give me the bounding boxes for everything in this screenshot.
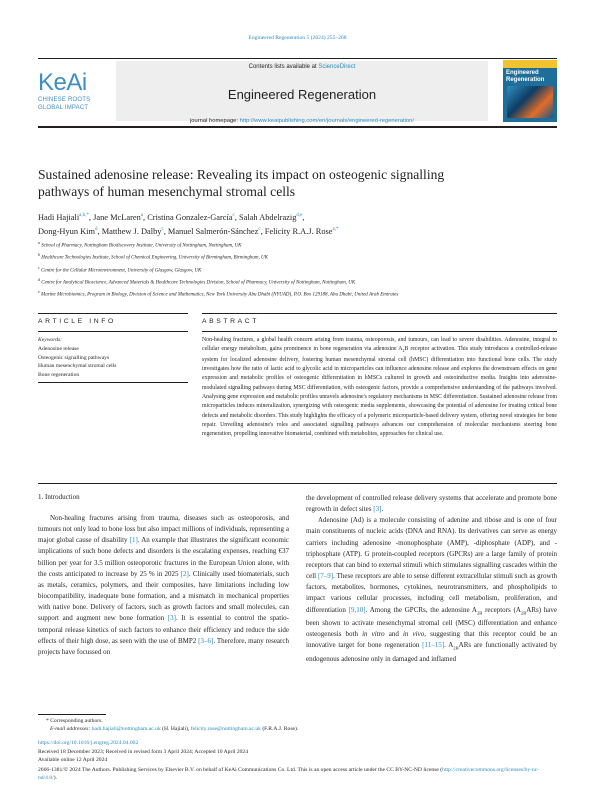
citation-link[interactable]: [11–15] <box>422 641 445 650</box>
article-info-rule-end <box>38 382 188 383</box>
author-name[interactable]: Cristina Gonzalez-García <box>147 212 233 222</box>
paragraph: Adenosine (Ad) is a molecule consisting of adenine and ribose and is one of four main constituents of nucleic acids (DNA and RNA). Its derivatives can serve as energy carriers including adenosine -monophosphate (AMP), -diphosphate (ADP), and -triphosphate (ATP). G protein-coupled receptors (GPCRs) are a large family of protein receptors that can bind to external stimuli which stimulates signalling cascades within the cell [7–9]. These receptors are able to sense different extracellular stimuli such as growth factors, metabolites, hormones, cytokines, neurotransmitters, and phospholipids to impact various cellular processes, including cell metabolism, proliferation, and differentiation [9,10]. Among the GPCRs, the adenosine $A_{2B}$ receptors $(A_{2B}ARs)$ have been shown to activate mesenchymal stromal cell (MSC) differentiation and enhance osteogenesis both in vitro and in vivo, suggesting that this receptor could be an innovative target for bone regeneration [11–15]. $A_{2B}ARs$ are functionally activated by endogenous adenosine only in damaged and inflamed <box>306 516 558 663</box>
abstract-rule-bottom <box>202 331 557 332</box>
header-bottom-rule <box>38 126 557 128</box>
received-dates: Received 18 December 2023; Received in revised form 3 April 2024; Accepted 10 April 2024 <box>38 749 249 755</box>
affiliation: $^d$ Centre for Analytical Bioscience, Advanced Materials & Healthcare Technologies Division, School of Pharmacy, University of Nottingham, Nottingham, UK <box>38 277 356 286</box>
homepage-link[interactable]: http://www.keaipublishing.com/en/journals/engineered-regeneration/ <box>239 118 414 124</box>
article-info-heading: ARTICLE INFO <box>38 318 116 325</box>
citation-link[interactable]: [3] <box>167 614 176 623</box>
abstract-heading: ABSTRACT <box>202 318 260 325</box>
running-head: Engineered Regeneration 5 (2024) 255–268 <box>248 35 347 41</box>
keyword: Human mesenchymal stromal cells <box>38 363 117 370</box>
email-link[interactable]: felicity.rose@nottingham.ac.uk <box>190 726 261 732</box>
author-name[interactable]: Jane McLaren <box>93 212 141 222</box>
abstract-rule-top <box>202 313 557 314</box>
citation-link[interactable]: [7–9] <box>317 572 334 581</box>
affiliation: $^c$ Centre for the Cellular Microenvironment, University of Glasgow, Glasgow, UK <box>38 264 202 274</box>
citation-link[interactable]: [1] <box>129 536 138 545</box>
section-heading-introduction: 1. Introduction <box>38 493 80 501</box>
article-info-rule-bottom <box>38 331 188 332</box>
body-column-right <box>306 493 557 665</box>
author-name[interactable]: Felicity R.A.J. Rose <box>264 226 333 236</box>
doi-link[interactable]: https://doi.org/10.1016/j.engreg.2024.04.002 <box>38 740 139 746</box>
available-online: Available online 12 April 2024 <box>38 757 108 763</box>
author-line-1: Hadi Hajiali$^{a,b,*}$, Jane McLaren$^a$, Cristina Gonzalez-García$^c$, Salah Abdelrazig$^{d,e}$, <box>38 212 305 222</box>
keyword-list <box>38 345 188 379</box>
logo-tagline-1: CHINESE ROOTS <box>38 97 91 103</box>
keyword: Osteogenic signalling pathways <box>38 354 110 361</box>
body-column-left <box>38 513 289 658</box>
citation-link[interactable]: [3] <box>373 505 382 514</box>
license-link[interactable]: http://creativecommons.org/licenses/by-nc-nd/4.0/ <box>38 767 540 782</box>
header-top-rule <box>38 58 557 59</box>
logo-tagline-2: GLOBAL IMPACT <box>38 105 89 111</box>
journal-banner <box>116 61 488 121</box>
license-statement: 2666-1381/© 2024 The Authors. Publishing Services by Elsevier B.V. on behalf of KeAi Communications Co. Ltd. This is an open access article under the CC BY-NC-ND license (http://creativecommons.org/licenses/by-nc-nd/4.0/). <box>38 767 540 782</box>
citation-link[interactable]: [2] <box>180 569 189 578</box>
author-line-2: Dong-Hyun Kim$^d$, Matthew J. Dalby$^c$, Manuel Salmerón-Sánchez$^c$, Felicity R.A.J. Rose$^{a,*}$ <box>38 226 339 236</box>
journal-title: Engineered Regeneration <box>227 87 377 102</box>
keywords-label: Keywords: <box>38 337 63 343</box>
author-name[interactable]: Hadi Hajiali <box>38 212 80 222</box>
logo-wordmark: KeAi <box>38 69 87 96</box>
paragraph: the development of controlled release delivery systems that accelerate and promote bone regrowth in defect sites [3]. <box>306 494 557 514</box>
citation-link[interactable]: [3–6] <box>198 636 214 645</box>
journal-cover-image[interactable] <box>503 60 557 122</box>
affiliations <box>38 239 557 301</box>
keyword: Adenosine release <box>38 346 79 352</box>
contents-line: Contents lists available at ScienceDirect <box>248 64 356 70</box>
paragraph: Non-healing fractures arising from trauma, diseases such as osteoporosis, and tumours not only lead to bone loss but also impact millions of individuals, representing a major global cause of disability [1]. An example that illustrates the significant economic implications of such bone defects and disorders is the escalating expenses, reaching €37 billion per year for 3.5 million osteoporotic fractures in the European Union alone, with the costs anticipated to increase by 25 % in 2025 [2]. Clinically used biomaterials, such as metals, ceramics, polymers, and their composites, have limitations including low biocompatibility, inadequate bone formation, and a mismatch in mechanical properties with native bone. Delivery of factors, such as growth factors and small molecules, can support and augment new bone formation [3]. It is essential to control the spatio-temporal release kinetics of such factors to enhance their efficiency and reduce the side effects of their high dose, as seen with the use of BMP2 [3–6]. Therefore, many research projects have focussed on <box>38 514 289 656</box>
footnote-rule <box>38 714 106 715</box>
publisher-logo[interactable] <box>38 70 106 112</box>
journal-homepage: journal homepage: http://www.keaipublishing.com/en/journals/engineered-regeneration/ <box>190 118 414 124</box>
email-link[interactable]: hadi.hajiali@nottingham.ac.uk <box>91 726 161 732</box>
article-title: Sustained adenosine release: Revealing its impact on osteogenic signalling pathways of human mesenchymal stromal cells <box>38 167 445 199</box>
cover-title: Engineered Regeneration <box>506 70 545 83</box>
affiliation: $^a$ School of Pharmacy, Nottingham Biodiscovery Institute, University of Nottingham, Nottingham, UK <box>38 240 242 249</box>
abstract-rule-end <box>38 483 557 484</box>
author-name[interactable]: Manuel Salmerón-Sánchez <box>167 226 259 236</box>
corresponding-author-note: * Corresponding authors. <box>46 718 103 724</box>
author-list <box>38 210 468 238</box>
sciencedirect-link[interactable]: ScienceDirect <box>318 64 356 70</box>
article-info-rule-top <box>38 313 188 314</box>
author-name[interactable]: Dong-Hyun Kim <box>38 226 95 236</box>
email-line: E-mail addresses: hadi.hajiali@nottingham.ac.uk (H. Hajiali), felicity.rose@nottingham.ac.uk (F.R.A.J. Rose). <box>50 726 299 732</box>
author-name[interactable]: Matthew J. Dalby <box>101 226 162 236</box>
abstract-text: Non-healing fractures, a global health concern arising from trauma, osteoporosis, and tumours, can lead to severe disabilities. Adenosine, integral to cellular energy metabolism, gains prominence in bone regeneration via adenosine $A_2B$ receptor activation. This study introduces a controlled-release system for localized adenosine delivery, fostering human mesenchymal stromal cell (hMSC) differentiation into functional bone cells. The study investigates how the ratio of lactic acid to glycolic acid in microparticles can influence adenosine release and explores the downstream effects on gene expression and metabolic profiles of osteogenic differentiation in hMSCs cultured in growth and osteoinductive media. Insights into adenosine-modulated signalling pathways during MSC differentiation, with osteogenic factors, provide a comprehensive understanding of the pathways involved. Analysing gene expression and metabolic profiles unravels adenosine's regulatory mechanisms in MSC differentiation. Sustained adenosine release from microparticles induces mineralization, synergizing with osteogenic media supplements, showcasing the potential of adenosine for treating critical bone defects and metabolic disorders. This study highlights the efficacy of a polymeric microparticle-based delivery system, offering novel strategies for bone repair. Unveiling adenosine's roles and associated signalling pathways advances our comprehension of molecular mechanisms steering bone regeneration, propelling innovative biomaterial, combined with metabolites, approaches for clinical use. <box>202 337 557 438</box>
cover-artwork <box>507 86 553 118</box>
keyword: Bone regeneration <box>38 371 80 378</box>
citation-link[interactable]: [9,10] <box>348 605 366 614</box>
affiliation: $^b$ Healthcare Technologies Institute, School of Chemical Engineering, University of Birmingham, Birmingham, UK <box>38 252 268 262</box>
affiliation: $^e$ Marine Microbiomics, Program in Biology, Division of Science and Mathematics, New York University Abu Dhabi (NYUAD), P.O. Box 129188, Abu Dhabi, United Arab Emirates <box>38 289 399 299</box>
author-name[interactable]: Salah Abdelrazig <box>238 212 297 222</box>
